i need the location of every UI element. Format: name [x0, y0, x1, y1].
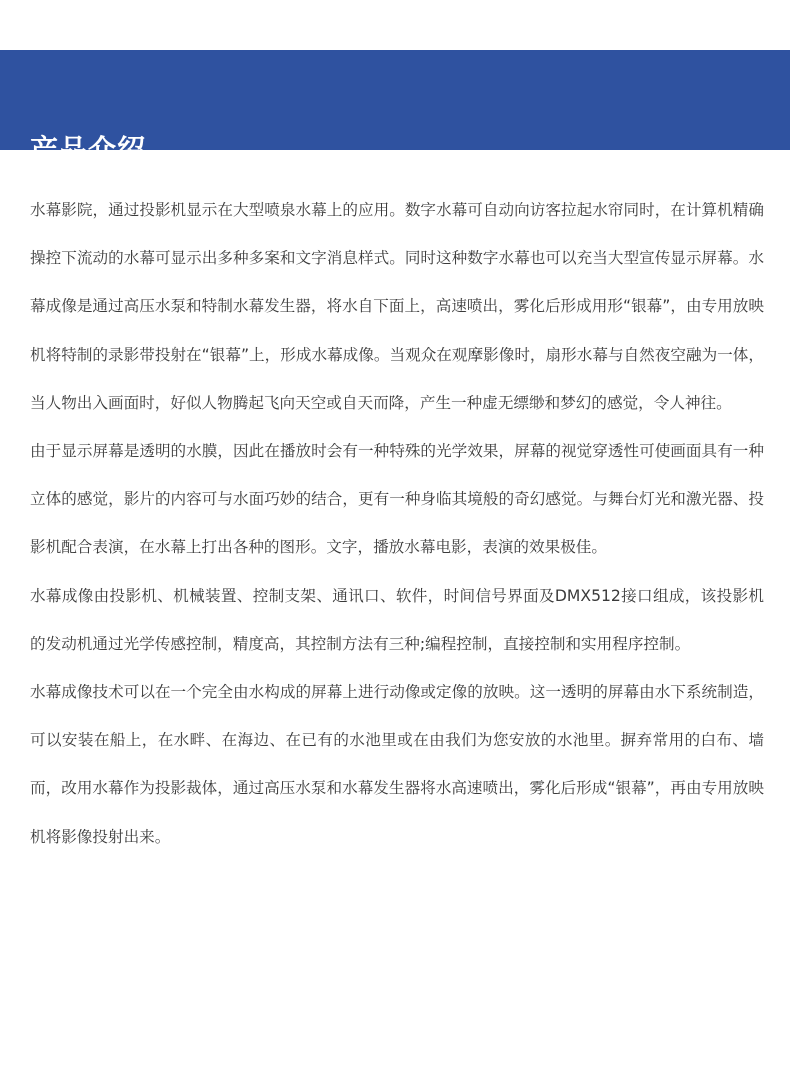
header-banner [0, 50, 790, 166]
page-title: 产品介绍 [30, 133, 147, 166]
paragraph-optical-effect: 由于显示屏幕是透明的水膜，因此在播放时会有一种特殊的光学效果，屏幕的视觉穿透性可使画面具有一种立体的感觉，影片的内容可与水面巧妙的结合，更有一种身临其境般的奇幻感觉。与舞台灯光和激光器、投影机配合表演，在水幕上打出各种的图形。文字，播放水幕电影，表演的效果极佳。 [30, 442, 764, 557]
paragraph-intro: 水幕影院，通过投影机显示在大型喷泉水幕上的应用。数字水幕可自动向访客拉起水帘同时，在计算机精确操控下流动的水幕可显示出多种多案和文字消息样式。同时这种数字水幕也可以充当大型宣传显示屏幕。水幕成像是通过高压水泵和特制水幕发生器，将水自下面上，高速喷出，雾化后形成用形“银幕”，由专用放映机将特制的录影带投射在“银幕”上，形成水幕成像。当观众在观摩影像时，扇形水幕与自然夜空融为一体，当人物出入画面时，好似人物腾起飞向天空或自天而降，产生一种虚无缥缈和梦幻的感觉，令人神往。 [30, 201, 764, 412]
product-description [30, 186, 764, 861]
paragraph-technology: 水幕成像技术可以在一个完全由水构成的屏幕上进行动像或定像的放映。这一透明的屏幕由水下系统制造，可以安装在船上，在水畔、在海边、在已有的水池里或在由我们为您安放的水池里。摒弃常用的白布、墙而，改用水幕作为投影裁体，通过高压水泵和水幕发生器将水高速喷出，雾化后形成“银幕”，再由专用放映机将影像投射出来。 [30, 683, 764, 846]
paragraph-components: 水幕成像由投影机、机械装置、控制支架、通讯口、软件，时间信号界面及DMX512接口组成，该投影机的发动机通过光学传感控制，精度高，其控制方法有三种;编程控制，直接控制和实用程序控制。 [30, 586, 764, 653]
